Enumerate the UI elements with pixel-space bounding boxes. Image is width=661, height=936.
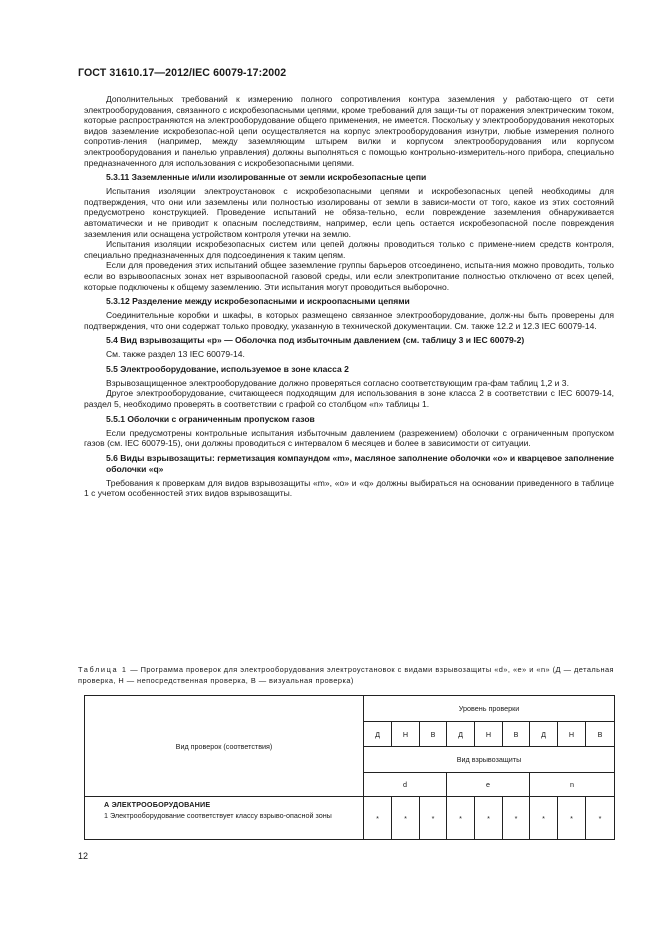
table-caption-label: Таблица 1 xyxy=(78,665,128,674)
protection-type-cell: e xyxy=(447,773,530,797)
section-heading-5-6: 5.6 Виды взрывозащиты: герметизация компаундом «m», масляное заполнение оболочки «о» и кварцевое заполнение оболочки «q» xyxy=(106,452,614,474)
section-heading-5-5-1: 5.5.1 Оболочки с ограниченным пропуском газов xyxy=(106,413,315,424)
paragraph: Если предусмотрены контрольные испытания избыточным давлением (разрежением) оболочки с ограниченным пропуском газов (см. IEC 60079-15), они должны проводиться с интервалом 6 месяцев и более в зависимости от ситуации. xyxy=(84,427,614,449)
section-heading-5-3-12: 5.3.12 Разделение между искробезопасными и искроопасными цепями xyxy=(106,296,410,307)
section-heading-5-4: 5.4 Вид взрывозащиты «р» — Оболочка под избыточным давлением (см. таблицу 3 и IEC 60079-2) xyxy=(106,335,525,346)
mark-cell: * xyxy=(558,797,586,840)
column-header-inspection-level: Уровень проверки xyxy=(364,696,615,722)
level-cell: В xyxy=(420,722,447,747)
mark-cell: * xyxy=(420,797,447,840)
level-cell: В xyxy=(586,722,615,747)
mark-cell: * xyxy=(475,797,503,840)
inspection-table xyxy=(84,695,615,840)
level-cell: Н xyxy=(558,722,586,747)
protection-type-cell: n xyxy=(530,773,615,797)
table-item-text: 1 Электрооборудование соответствует классу взрыво-опасной зоны xyxy=(104,810,332,820)
table-section-title: А ЭЛЕКТРООБОРУДОВАНИЕ xyxy=(104,800,211,809)
level-cell: Д xyxy=(530,722,558,747)
mark-cell: * xyxy=(586,797,615,840)
level-cell: Д xyxy=(447,722,475,747)
section-heading-5-5: 5.5 Электрооборудование, используемое в зоне класса 2 xyxy=(106,363,349,374)
mark-cell: * xyxy=(364,797,392,840)
paragraph: Испытания изоляции искробезопасных систем или цепей должны проводиться только с примене-нием средств контроля, специально предназначенных для подсоединения к таким цепям. xyxy=(84,239,614,260)
paragraph: Испытания изоляции электроустановок с искробезопасными цепями и искробезопасных цепей необходимы для подтверждения, что они или заземлены или полностью изолированы от земли в зависи-мости от того, какое из этих состояний предусмотрено конструкцией. Проведение испытаний не обяза-тельно, если повреждение заземления обнаруживается автоматически и не приводит к опасным последствиям, например, если цепь остается искробезопасной после повреждения заземления или оснащена устройством контроля утечки на землю. xyxy=(84,186,614,239)
mark-cell: * xyxy=(392,797,420,840)
paragraph: Соединительные коробки и шкафы, в которых размещено связанное электрооборудование, долж-ны быть проверены для подтверждения, что они содержат только проводку, указанную в технической документации. См. также 12.2 и 12.3 IEC 60079-14. xyxy=(84,310,614,331)
mark-cell: * xyxy=(447,797,475,840)
mark-cell: * xyxy=(503,797,530,840)
table-caption xyxy=(78,664,614,686)
page-header-standard-id: ГОСТ 31610.17—2012/IEC 60079-17:2002 xyxy=(78,67,287,79)
paragraph: Другое электрооборудование, считающееся подходящим для использования в зоне класса 2 в соответствии с IEC 60079-14, раздел 5, необходимо проверять в соответствии с графой со столбцом «n» таблицы 1. xyxy=(84,388,614,410)
level-cell: В xyxy=(503,722,530,747)
protection-type-cell: d xyxy=(364,773,447,797)
column-header-inspection-kind: Вид проверок (соответствия) xyxy=(85,696,364,797)
paragraph: Дополнительных требований к измерению полного сопротивления контура заземления у работаю-щего от сети электрооборудования, связанного с искробезопасными цепями, кроме требований для защи-ты от поражения электрическим током, которые распространяются на электрооборудование общего применения, не имеется. Поскольку у электрооборудования некоторых видов заземление искробезопас-ной цепи осуществляется на корпус электрооборудования изнутри, любые измерения полного сопротив-ления (например, между заземляющим штырем вилки и корпусом электрооборудования или корпусом электрооборудования и панелью управления) должны выполняться с помощью контрольно-измеритель-ного прибора, специально предназначенного для использования с искробезопасными цепями. xyxy=(84,94,614,168)
paragraph: Взрывозащищенное электрооборудование должно проверяться согласно соответствующим гра-фам таблиц 1,2 и 3. xyxy=(106,377,569,388)
level-cell: Н xyxy=(392,722,420,747)
level-cell: Н xyxy=(475,722,503,747)
mark-cell: * xyxy=(530,797,558,840)
paragraph: См. также раздел 13 IEC 60079-14. xyxy=(106,349,245,360)
column-header-protection-type: Вид взрывозащиты xyxy=(364,747,615,773)
body-text xyxy=(84,94,614,499)
level-cell: Д xyxy=(364,722,392,747)
table-row-item-1 xyxy=(85,797,364,840)
page-number: 12 xyxy=(78,851,89,861)
paragraph: Если для проведения этих испытаний общее заземление группы барьеров отсоединено, испыта-ния можно проводить, только если во взрывоопасных зонах нет взрывоопасной газовой среды, или если электропитание полностью отключено от всех цепей, которые подключены к общему заземлению. Эти испытания могут проводиться выборочно. xyxy=(84,260,614,292)
paragraph: Требования к проверкам для видов взрывозащиты «m», «о» и «q» должны выбираться на основании приведенного в таблице 1 с учетом особенностей этих видов взрывозащиты. xyxy=(84,477,614,499)
table-caption-text: — Программа проверок для электрооборудования электроустановок с видами взрывозащиты «d», «e» и «n» (Д — детальная проверка, Н — непосредственная проверка, В — визуальная проверка) xyxy=(78,665,614,686)
section-heading-5-3-11: 5.3.11 Заземленные и/или изолированные от земли искробезопасные цепи xyxy=(106,172,427,183)
